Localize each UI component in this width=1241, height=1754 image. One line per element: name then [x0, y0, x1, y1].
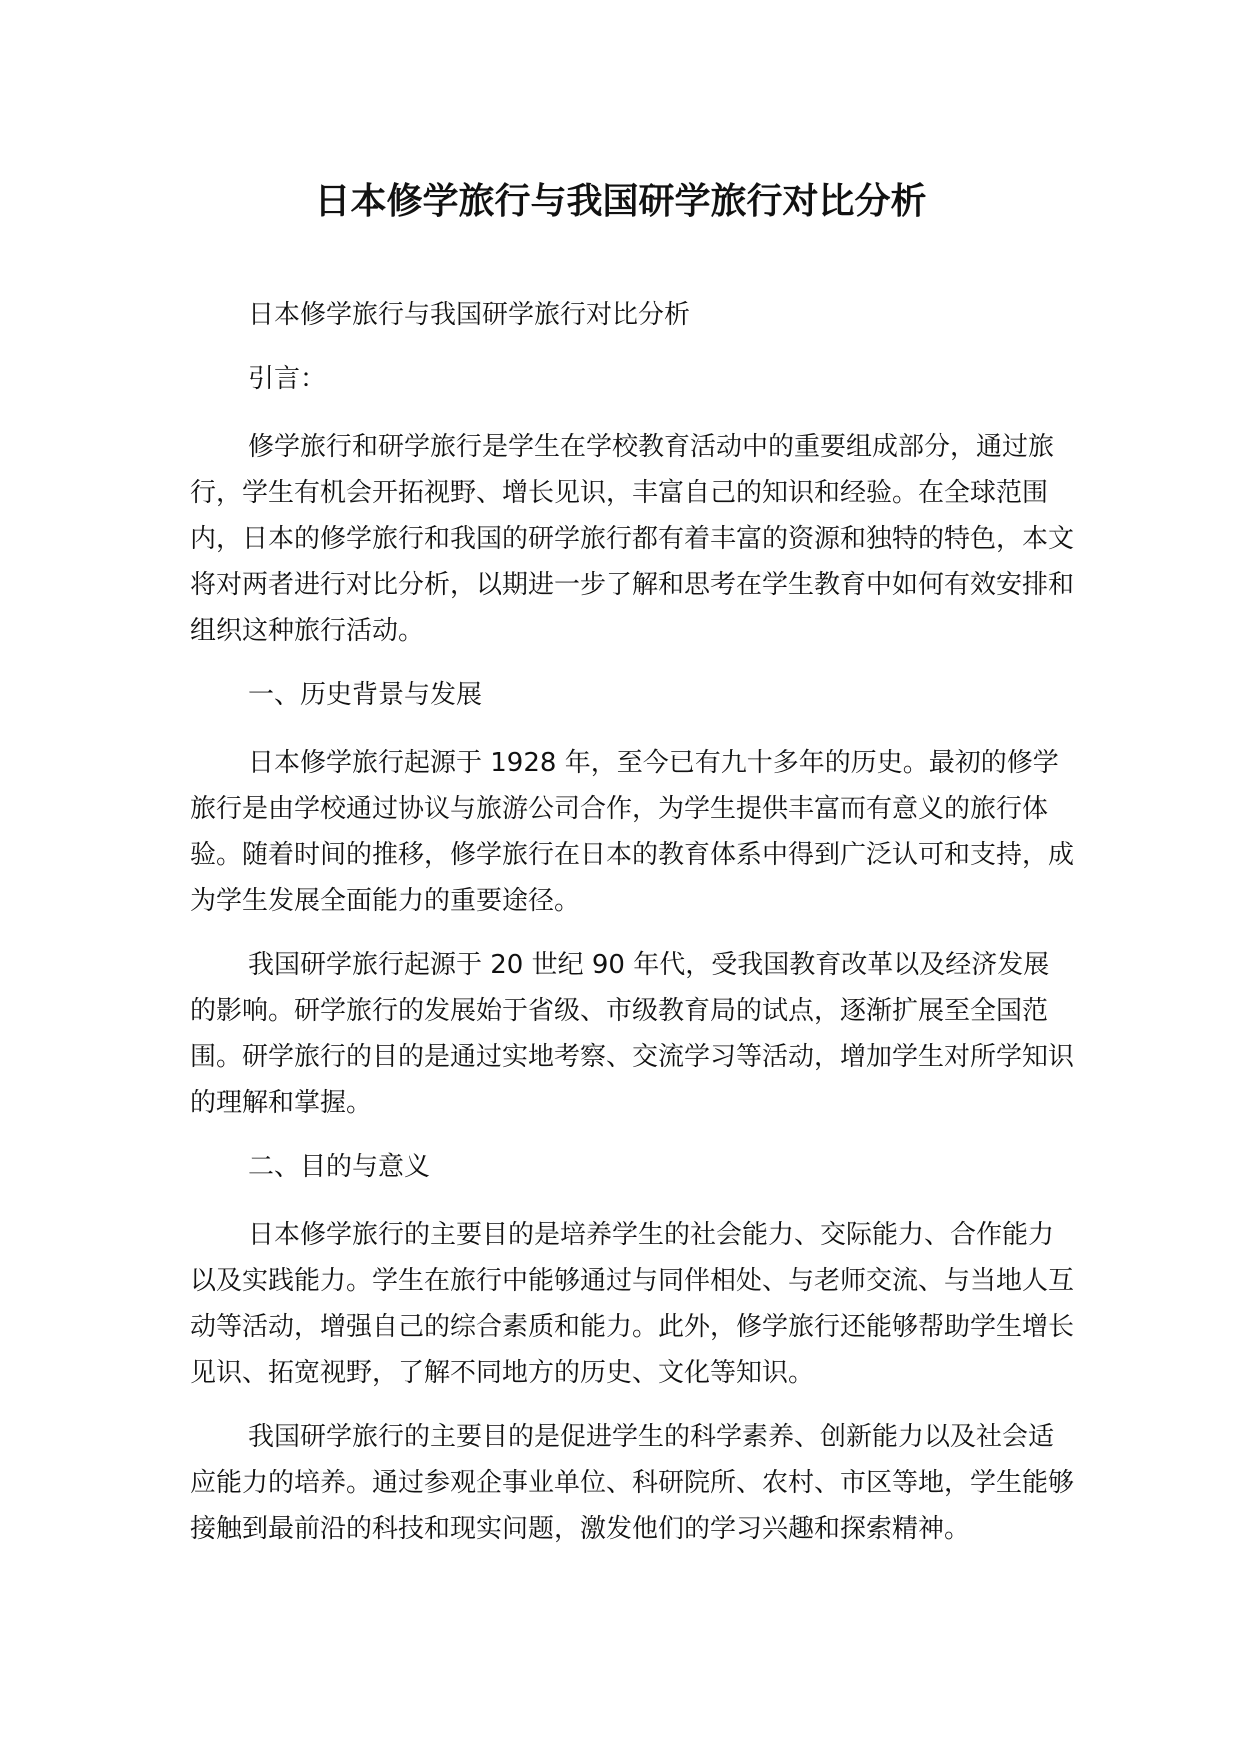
- purpose-china-paragraph: 我国研学旅行的主要目的是促进学生的科学素养、创新能力以及社会适应能力的培养。通过参观企事业单位、科研院所、农村、市区等地，学生能够接触到最前沿的科技和现实问题，激发他们的学习兴趣和探索精神。: [190, 1422, 1075, 1544]
- section-heading-purpose: 二、目的与意义: [248, 1152, 431, 1182]
- purpose-japan-paragraph: 日本修学旅行的主要目的是培养学生的社会能力、交际能力、合作能力以及实践能力。学生在旅行中能够通过与同伴相处、与老师交流、与当地人互动等活动，增强自己的综合素质和能力。此外，修学旅行还能够帮助学生增长见识、拓宽视野，了解不同地方的历史、文化等知识。: [190, 1220, 1075, 1388]
- section-heading-history: 一、历史背景与发展: [248, 680, 483, 710]
- document-body: [190, 292, 1074, 1570]
- document-title: 日本修学旅行与我国研学旅行对比分析: [314, 181, 927, 222]
- intro-paragraph: 修学旅行和研学旅行是学生在学校教育活动中的重要组成部分，通过旅行，学生有机会开拓视野、增长见识，丰富自己的知识和经验。在全球范围内，日本的修学旅行和我国的研学旅行都有着丰富的资源和独特的特色，本文将对两者进行对比分析，以期进一步了解和思考在学生教育中如何有效安排和组织这种旅行活动。: [190, 432, 1075, 646]
- subtitle-paragraph: 日本修学旅行与我国研学旅行对比分析: [248, 300, 691, 330]
- intro-heading: 引言：: [248, 364, 327, 394]
- history-china-paragraph: 我国研学旅行起源于 20 世纪 90 年代，受我国教育改革以及经济发展的影响。研学旅行的发展始于省级、市级教育局的试点，逐渐扩展至全国范围。研学旅行的目的是通过实地考察、交流学习等活动，增加学生对所学知识的理解和掌握。: [190, 950, 1075, 1118]
- history-japan-paragraph: 日本修学旅行起源于 1928 年，至今已有九十多年的历史。最初的修学旅行是由学校通过协议与旅游公司合作，为学生提供丰富而有意义的旅行体验。随着时间的推移，修学旅行在日本的教育体系中得到广泛认可和支持，成为学生发展全面能力的重要途径。: [190, 748, 1075, 916]
